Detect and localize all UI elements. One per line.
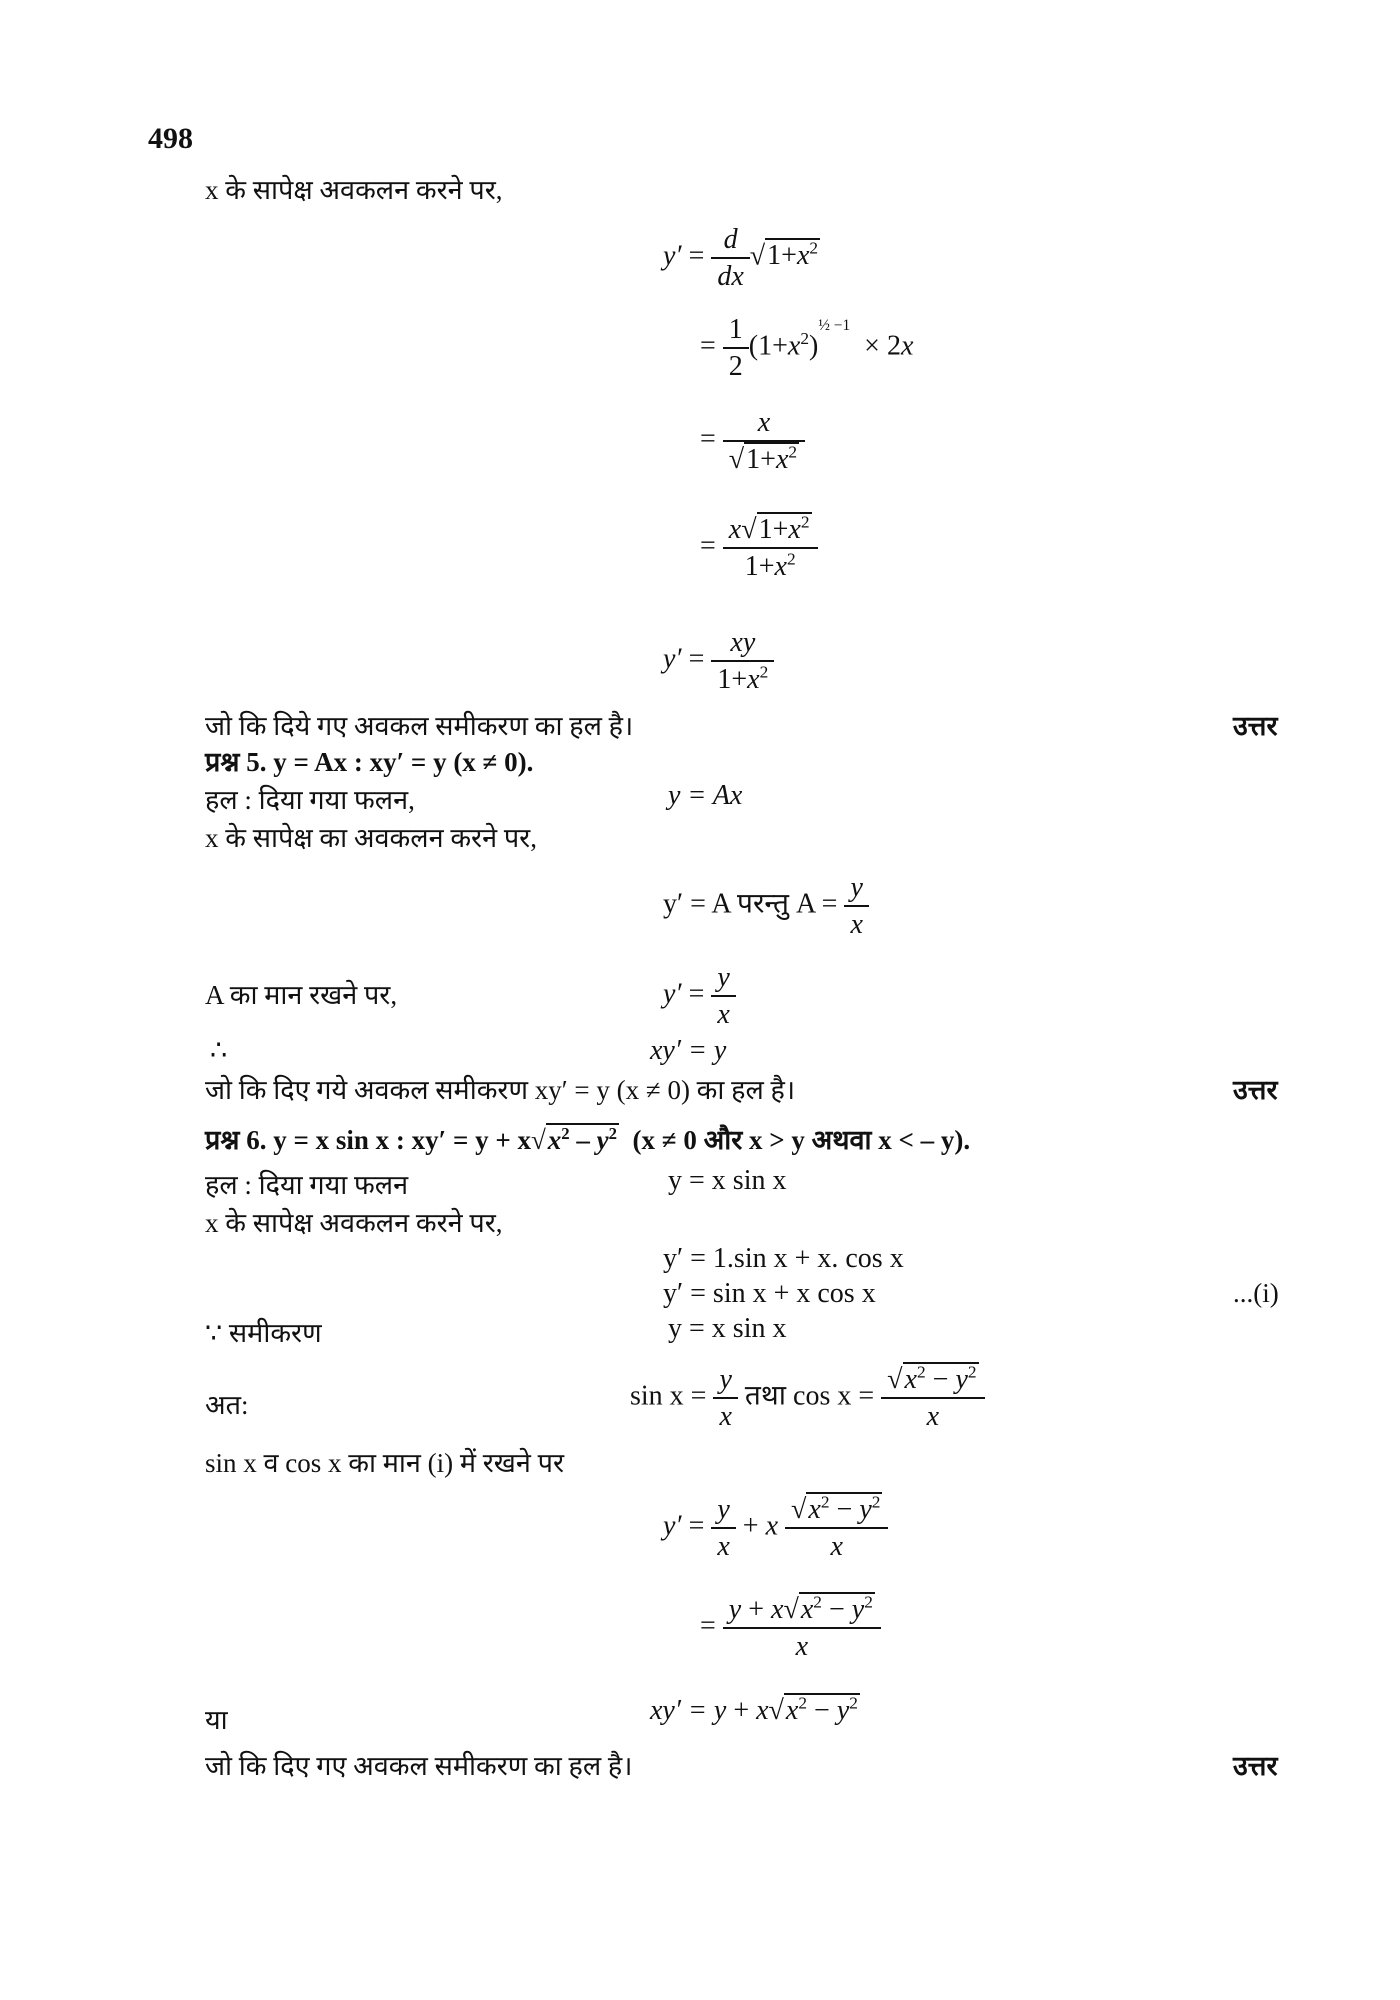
- q6-heading-prefix: प्रश्न 6. y = x sin x : xy′ = y + x: [205, 1125, 531, 1155]
- q6-solution-label: हल : दिया गया फलन: [205, 1170, 409, 1200]
- q6-eq-combined: = $\frac{y + x√x^2 - y^2}{x}$: [700, 1592, 881, 1664]
- q5-eq-yprime-yx: y′ = $\frac{y}{x}$: [663, 960, 736, 1032]
- answer-label-3: उत्तर: [1233, 1751, 1278, 1781]
- q6-derivative-1: y′ = 1.sin x + x. cos x: [663, 1243, 904, 1274]
- q5-sub-label: A का मान रखने पर,: [205, 980, 398, 1010]
- q6-diff-intro: x के सापेक्ष अवकलन करने पर,: [205, 1208, 503, 1238]
- q6-final-eq: $xy' = y + x√x^2 - y^2$: [650, 1693, 858, 1726]
- answer-label-2: उत्तर: [1233, 1075, 1278, 1105]
- question-6-heading: प्रश्न 6. y = x sin x : $xy' = y + x√x^2 - y^2$ (x ≠ 0 और x > y अथवा x < – y).: [205, 1124, 971, 1155]
- answer-label-1: उत्तर: [1233, 711, 1278, 741]
- q6-sinx-cosx-eq: sin x = $\frac{y}{x}$ तथा cos x = $\frac{√x^2 - y^2}{x}$: [630, 1362, 985, 1434]
- q5-solution-label: हल : दिया गया फलन,: [205, 785, 415, 815]
- q5-conclusion: जो कि दिए गये अवकल समीकरण xy′ = y (x ≠ 0) का हल है।: [205, 1075, 796, 1105]
- page-number: 498: [148, 122, 193, 155]
- question-5-heading: प्रश्न 5. y = Ax : xy′ = y (x ≠ 0).: [205, 747, 534, 777]
- eq-simplified-1: = $\frac{x}{√1+x^2}$: [700, 405, 805, 477]
- q6-sinx-text: sin x =: [630, 1380, 707, 1412]
- q6-since-label: ∵ समीकरण: [205, 1318, 322, 1348]
- q6-hence-label: अत:: [205, 1390, 249, 1420]
- q5-yprime-A-text: y′ = A परन्तु A =: [663, 888, 838, 920]
- therefore-symbol: ∴: [210, 1035, 228, 1065]
- q6-final-lhs: xy′ =: [650, 1695, 707, 1726]
- q6-heading-suffix: (x ≠ 0 और x > y अथवा x < – y).: [632, 1125, 971, 1155]
- q6-since-eq: y = x sin x: [668, 1313, 787, 1344]
- diff-intro-1: x के सापेक्ष अवकलन करने पर,: [205, 175, 503, 205]
- conclusion-1: जो कि दिये गए अवकल समीकरण का हल है।: [205, 711, 634, 741]
- eq-simplified-2: = $\frac{x√1+x^2}{1+x^2}$: [700, 512, 818, 584]
- q6-eq-yprime-sum: y′ = $\frac{y}{x}$ + x $\frac{√x^2 - y^2}{x}$: [663, 1492, 888, 1564]
- q6-or-label: या: [205, 1705, 228, 1735]
- q6-conclusion: जो कि दिए गए अवकल समीकरण का हल है।: [205, 1751, 633, 1781]
- q5-final-eq: xy′ = y: [650, 1035, 727, 1066]
- q5-eq-yprime-A: y′ = A परन्तु A = $\frac{y}{x}$: [663, 870, 869, 942]
- eq-power-rule: = $\frac{1}{2}$ $(1+x^2)^{\frac{1}{2} -1} \times 2x$: [700, 314, 914, 382]
- eq-yprime-ddx: y′ = $\frac{d}{dx}$ $√1+x^2$: [663, 224, 819, 292]
- eq-yprime-final-1: y′ = $\frac{xy}{1+x^2}$: [663, 625, 774, 697]
- q6-sub-label: sin x व cos x का मान (i) में रखने पर: [205, 1448, 564, 1478]
- q5-solution-eq: y = Ax: [668, 780, 743, 811]
- q6-solution-eq: y = x sin x: [668, 1165, 787, 1196]
- q6-tatha-text: तथा cos x =: [744, 1380, 875, 1412]
- q6-derivative-2: y′ = sin x + x cos x: [663, 1278, 876, 1309]
- equation-ref-i: ...(i): [1233, 1278, 1279, 1308]
- q5-diff-intro: x के सापेक्ष का अवकलन करने पर,: [205, 823, 537, 853]
